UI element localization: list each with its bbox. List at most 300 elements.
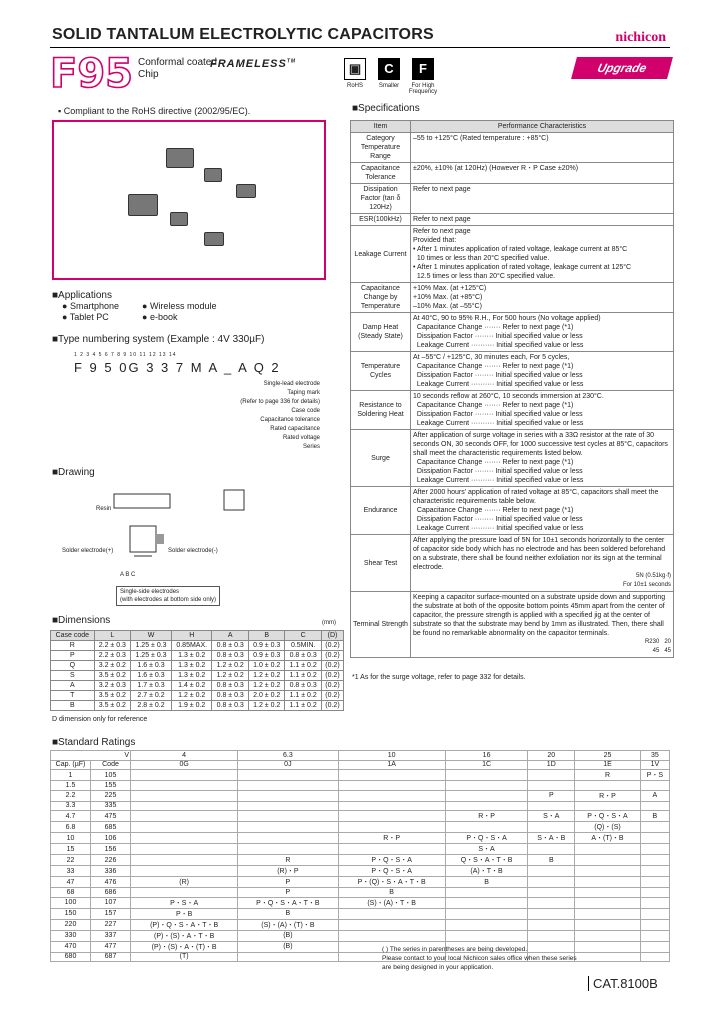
table-cell: 226: [91, 855, 131, 866]
table-row: [51, 770, 670, 781]
table-cell: 476: [91, 877, 131, 888]
table-cell: [445, 919, 528, 930]
drawing-figure: [90, 484, 260, 578]
table-cell: 1.1 ± 0.2: [285, 701, 321, 711]
specifications-heading: ■Specifications: [352, 103, 420, 114]
table-cell: 687: [91, 952, 131, 962]
spec-text: [411, 283, 674, 313]
table-cell: [131, 790, 238, 801]
electrode: [156, 534, 164, 544]
table-cell: 107: [91, 897, 131, 908]
top-view-body: [114, 494, 170, 508]
electrode-note: [116, 586, 220, 606]
spec-extra: 5N (0.51kg·f) For 10±1 seconds: [623, 573, 671, 588]
table-cell: 100: [51, 897, 91, 908]
voltage-cell: 25: [575, 751, 641, 761]
spec-item: Dissipation Factor (tan δ 120Hz): [351, 184, 411, 214]
spec-value: ±20%, ±10% (at 120Hz) (However R・P Case ±20%): [413, 165, 579, 172]
table-cell: B: [238, 908, 338, 919]
table-row: [351, 226, 674, 283]
table-cell: [238, 833, 338, 844]
rohs-label: RoHS: [346, 83, 363, 89]
table-cell: 1.3 ± 0.2: [171, 651, 212, 661]
chip-image: [128, 194, 158, 216]
table-cell: 0.8 ± 0.3: [212, 681, 248, 691]
table-row: [51, 833, 670, 844]
chip-image: [204, 232, 224, 246]
table-cell: [575, 866, 641, 877]
numbering-heading-text: Type numbering system (Example : 4V 330µF): [58, 334, 265, 345]
numbering-label: Capacitance tolerance: [260, 417, 320, 423]
table-cell: 0.5MIN.: [285, 641, 321, 651]
table-cell: [528, 919, 575, 930]
table-row: [351, 487, 674, 535]
specifications-table: [350, 120, 674, 658]
table-cell: [575, 801, 641, 811]
table-cell: [445, 908, 528, 919]
spec-text: [411, 592, 674, 658]
table-cell: 477: [91, 941, 131, 952]
table-cell: [575, 781, 641, 791]
table-cell: [575, 908, 641, 919]
table-cell: 1.2 ± 0.2: [212, 661, 248, 671]
table-cell: P・Q・S・A: [575, 811, 641, 822]
numbering-label: Rated voltage: [282, 435, 320, 441]
table-cell: 1.9 ± 0.2: [171, 701, 212, 711]
table-cell: [575, 844, 641, 855]
table-cell: 1.2 ± 0.2: [171, 691, 212, 701]
list-item: ● Tablet PC: [62, 312, 109, 322]
table-cell: 10: [51, 833, 91, 844]
table-cell: 105: [91, 770, 131, 781]
subtitle-line1: Conformal coated: [138, 57, 217, 68]
table-row: [51, 691, 344, 701]
table-cell: [640, 833, 669, 844]
table-cell: [640, 908, 669, 919]
spec-item: Damp Heat (Steady State): [351, 313, 411, 352]
table-cell: 0.9 ± 0.3: [248, 641, 284, 651]
table-cell: 6.8: [51, 822, 91, 833]
table-cell: 475: [91, 811, 131, 822]
table-cell: 1.0 ± 0.2: [248, 661, 284, 671]
table-cell: 2.2: [51, 790, 91, 801]
table-cell: [640, 866, 669, 877]
table-cell: P・S: [640, 770, 669, 781]
table-cell: 3.2 ± 0.3: [94, 681, 130, 691]
table-cell: B: [640, 811, 669, 822]
table-cell: [575, 919, 641, 930]
solder-label-plus: Solder electrode(+): [62, 548, 114, 554]
table-cell: [338, 811, 445, 822]
table-cell: 1.7 ± 0.3: [131, 681, 172, 691]
table-cell: [640, 877, 669, 888]
spec-text: [411, 214, 674, 226]
table-cell: [640, 844, 669, 855]
voltage-cell: 4: [131, 751, 238, 761]
spec-item: Resistance to Soldering Heat: [351, 391, 411, 430]
table-cell: (P)・(S)・A・T・B: [131, 930, 238, 941]
table-cell: (P)・Q・S・A・T・B: [131, 919, 238, 930]
table-cell: [575, 941, 641, 952]
spec-item: Leakage Current: [351, 226, 411, 283]
dimensions-note: D dimension only for reference: [52, 716, 148, 723]
table-cell: [131, 855, 238, 866]
table-cell: T: [51, 691, 95, 701]
product-photo: [52, 120, 326, 280]
table-cell: [338, 844, 445, 855]
table-cell: [131, 770, 238, 781]
table-row: [51, 671, 344, 681]
table-cell: 1.2 ± 0.2: [248, 681, 284, 691]
table-cell: S: [51, 671, 95, 681]
table-cell: [575, 952, 641, 962]
table-cell: 155: [91, 781, 131, 791]
table-cell: (P)・(S)・A・(T)・B: [131, 941, 238, 952]
brand-logo: nichicon: [615, 30, 666, 45]
table-cell: P・Q・S・A: [445, 833, 528, 844]
table-cell: 0.8 ± 0.3: [212, 641, 248, 651]
table-cell: 3.5 ± 0.2: [94, 701, 130, 711]
table-cell: R: [238, 855, 338, 866]
table-cell: R: [575, 770, 641, 781]
side-view-body: [224, 490, 244, 510]
table-cell: [238, 770, 338, 781]
table-cell: (0.2): [321, 681, 343, 691]
table-cell: 225: [91, 790, 131, 801]
table-row: [51, 641, 344, 651]
spec-item: Shear Test: [351, 535, 411, 592]
table-row: [51, 855, 670, 866]
table-cell: [238, 790, 338, 801]
table-cell: [338, 908, 445, 919]
table-cell: [238, 822, 338, 833]
table-cell: S・A: [528, 811, 575, 822]
table-cell: 3.3: [51, 801, 91, 811]
table-cell: 1.1 ± 0.2: [285, 661, 321, 671]
table-cell: S・A: [445, 844, 528, 855]
resin-label: Resin: [96, 506, 112, 512]
table-cell: [338, 822, 445, 833]
table-cell: (0.2): [321, 651, 343, 661]
electrode-note-line: (with electrodes at bottom side only): [120, 597, 217, 603]
table-row: [51, 822, 670, 833]
table-cell: (R)・P: [238, 866, 338, 877]
table-row: [351, 352, 674, 391]
specifications-note: *1 As for the surge voltage, refer to page 332 for details.: [352, 674, 526, 681]
frameless-logo: [210, 58, 296, 70]
table-cell: B: [51, 701, 95, 711]
table-cell: 2.2 ± 0.3: [94, 651, 130, 661]
table-cell: [528, 930, 575, 941]
spec-value: After applying the pressure load of 5N for 10±1 seconds horizontally to the center of capacitor side body which has no electrode and has been soldered beforehand on a substrate, there shall be found neither exfoliation nor its sign at the terminal electrode.: [413, 537, 668, 571]
table-cell: 1.3 ± 0.2: [171, 671, 212, 681]
table-cell: 0.8 ± 0.3: [212, 701, 248, 711]
table-row: [351, 535, 674, 592]
table-cell: (B): [238, 941, 338, 952]
header-cell: B: [248, 631, 284, 641]
spec-value: At –55°C / +125°C, 30 minutes each, For 5 cycles, Capacitance Change ······· Refer to next page (*1) Dissipation Factor ········ Initial specified value or less Leakage Current ·········· Initial specified value or less: [413, 354, 584, 388]
table-cell: [445, 897, 528, 908]
table-cell: P: [238, 888, 338, 898]
voltage-code-cell: 1V: [640, 760, 669, 770]
table-cell: [445, 790, 528, 801]
table-cell: 0.85MAX.: [171, 641, 212, 651]
smaller-icon: C: [378, 58, 400, 80]
voltage-cell: 6.3: [238, 751, 338, 761]
voltage-code-cell: 1A: [338, 760, 445, 770]
table-cell: [338, 930, 445, 941]
table-cell: 2.8 ± 0.2: [131, 701, 172, 711]
table-cell: 0.9 ± 0.3: [248, 651, 284, 661]
table-cell: 2.7 ± 0.2: [131, 691, 172, 701]
header-cell: A: [212, 631, 248, 641]
table-row: [351, 163, 674, 184]
table-cell: B: [338, 888, 445, 898]
table-cell: 1.25 ± 0.3: [131, 651, 172, 661]
table-cell: [640, 897, 669, 908]
table-cell: [445, 888, 528, 898]
spec-text: [411, 391, 674, 430]
table-cell: (0.2): [321, 691, 343, 701]
compliance-text: Compliant to the RoHS directive (2002/95/EC).: [63, 106, 251, 116]
table-row: [51, 844, 670, 855]
table-cell: P: [528, 790, 575, 801]
solder-label-minus: Solder electrode(-): [168, 548, 218, 554]
table-cell: 1.2 ± 0.2: [248, 701, 284, 711]
voltage-cell: 10: [338, 751, 445, 761]
table-cell: [640, 919, 669, 930]
spec-value: Refer to next page Provided that: • After 1 minutes application of rated voltage, leakage current at 85°C 10 times or less than 20°C specified value. • After 1 minutes application of rated voltage, leakage current at 125°C 12.5 times or less than 20°C specified value.: [413, 228, 632, 280]
table-cell: R・P: [575, 790, 641, 801]
spec-text: [411, 226, 674, 283]
drawing-dims: A B C: [120, 572, 136, 578]
numbering-labels: [180, 380, 320, 452]
spec-text: [411, 487, 674, 535]
table-cell: 2.0 ± 0.2: [248, 691, 284, 701]
table-cell: P・Q・S・A: [338, 866, 445, 877]
table-cell: [238, 801, 338, 811]
dimensions-table: [50, 630, 344, 711]
table-cell: R・P: [338, 833, 445, 844]
table-cell: 0.8 ± 0.3: [212, 651, 248, 661]
header-cell: Case code: [51, 631, 95, 641]
spec-extra: R230 20 45 45: [644, 639, 671, 654]
table-row: [51, 651, 344, 661]
table-cell: (Q)・(S): [575, 822, 641, 833]
table-cell: 1.4 ± 0.2: [171, 681, 212, 691]
table-cell: 680: [51, 952, 91, 962]
chip-image: [204, 168, 222, 182]
table-cell: 1.1 ± 0.2: [285, 691, 321, 701]
table-cell: 0.8 ± 0.3: [212, 691, 248, 701]
table-row: [351, 283, 674, 313]
table-cell: [640, 930, 669, 941]
table-row: [51, 811, 670, 822]
table-header-row: [51, 631, 344, 641]
table-cell: [528, 822, 575, 833]
table-cell: P: [51, 651, 95, 661]
applications-heading-text: Applications: [58, 290, 112, 301]
high-frequency-label: For High Frequency: [408, 83, 438, 95]
table-cell: A: [51, 681, 95, 691]
table-cell: 1.6 ± 0.3: [131, 661, 172, 671]
header-cell: H: [171, 631, 212, 641]
table-cell: R・P: [445, 811, 528, 822]
table-cell: [640, 952, 669, 962]
spec-text: [411, 535, 674, 592]
ratings-note: ( ) The series in parentheses are being developed.: [382, 946, 528, 953]
header-cell: W: [131, 631, 172, 641]
app-label: Wireless module: [149, 301, 217, 311]
smaller-label: Smaller: [378, 83, 400, 89]
ratings-notes: [382, 945, 582, 972]
table-cell: [528, 888, 575, 898]
table-cell: 22: [51, 855, 91, 866]
table-cell: P・(Q)・S・A・T・B: [338, 877, 445, 888]
spec-item: Capacitance Change by Temperature: [351, 283, 411, 313]
table-cell: (S)・(A)・T・B: [338, 897, 445, 908]
spec-value: 10 seconds reflow at 260°C, 10 seconds immersion at 230°C. Capacitance Change ······· Refer to next page (*1) Dissipation Factor ········ Initial specified value or less Leakage Current ·········· Initial specified value or less: [413, 393, 604, 427]
numbering-label: Rated capacitance: [270, 426, 320, 432]
numbering-positions: 1 2 3 4 5 6 7 8 9 10 11 12 13 14: [74, 352, 177, 358]
voltage-code-cell: 1C: [445, 760, 528, 770]
table-cell: B: [528, 855, 575, 866]
spec-value: +10% Max. (at +125°C) +10% Max. (at +85°C) –10% Max. (at –55°C): [413, 285, 487, 310]
table-row: [51, 908, 670, 919]
table-cell: P・B: [131, 908, 238, 919]
table-cell: (0.2): [321, 671, 343, 681]
table-cell: (0.2): [321, 661, 343, 671]
table-cell: 337: [91, 930, 131, 941]
table-cell: P: [238, 877, 338, 888]
table-cell: [131, 866, 238, 877]
spec-text: [411, 430, 674, 487]
table-cell: 3.2 ± 0.2: [94, 661, 130, 671]
table-cell: 106: [91, 833, 131, 844]
spec-text: [411, 184, 674, 214]
table-cell: [338, 781, 445, 791]
table-cell: 68: [51, 888, 91, 898]
table-cell: 4.7: [51, 811, 91, 822]
table-cell: P・Q・S・A・T・B: [238, 897, 338, 908]
table-header-row: [51, 760, 670, 770]
table-cell: (0.2): [321, 641, 343, 651]
table-cell: 470: [51, 941, 91, 952]
series-name: F95: [50, 51, 133, 97]
table-cell: A・(T)・B: [575, 833, 641, 844]
table-cell: [528, 877, 575, 888]
table-cell: Q・S・A・T・B: [445, 855, 528, 866]
table-row: [51, 790, 670, 801]
header-cell: L: [94, 631, 130, 641]
table-cell: [131, 822, 238, 833]
applications-list: [62, 301, 262, 323]
header-cell: V: [51, 751, 131, 761]
spec-item: Endurance: [351, 487, 411, 535]
app-label: e-book: [149, 312, 178, 322]
applications-heading: ■Applications: [52, 290, 112, 301]
numbering-label: Taping mark: [287, 390, 320, 396]
table-cell: 335: [91, 801, 131, 811]
table-cell: [445, 770, 528, 781]
table-row: [51, 866, 670, 877]
ratings-note: Please contact to your local Nichicon sales office when these series are being designed in your application.: [382, 955, 577, 971]
table-cell: 1.6 ± 0.3: [131, 671, 172, 681]
compliance-note: ▪ Compliant to the RoHS directive (2002/95/EC).: [58, 106, 251, 116]
table-cell: [528, 781, 575, 791]
table-cell: 1.5: [51, 781, 91, 791]
spec-value: After application of surge voltage in series with a 33Ω resistor at the rate of 30 seconds ON, 30 seconds OFF, for 1000 successive test cycles at 85°C, capacitors shall meet the characteristic requirements listed below. Capacitance Change ······· Refer to next page (*1) Dissipation Factor ········ Initial specified value or less Leakage Current ·········· Initial specified value or less: [413, 432, 668, 484]
table-row: [51, 888, 670, 898]
table-cell: 227: [91, 919, 131, 930]
spec-item: Category Temperature Range: [351, 133, 411, 163]
table-cell: 157: [91, 908, 131, 919]
page-title: SOLID TANTALUM ELECTROLYTIC CAPACITORS: [52, 26, 434, 43]
spec-value: At 40°C, 90 to 95% R.H., For 500 hours (No voltage applied) Capacitance Change ······· Refer to next page (*1) Dissipation Factor ········ Initial specified value or less Leakage Current ·········· Initial specified value or less: [413, 315, 601, 349]
table-cell: 2.2 ± 0.3: [94, 641, 130, 651]
voltage-code-cell: 0G: [131, 760, 238, 770]
ratings-heading-text: Standard Ratings: [58, 737, 136, 748]
spec-value: –55 to +125°C (Rated temperature : +85°C): [413, 135, 549, 142]
table-row: [351, 184, 674, 214]
series-subtitle: [138, 57, 217, 81]
drawing-heading: ■Drawing: [52, 467, 95, 478]
spec-text: [411, 163, 674, 184]
header-cell: (D): [321, 631, 343, 641]
table-header-row: [351, 121, 674, 133]
chip-image: [236, 184, 256, 198]
table-cell: [640, 822, 669, 833]
table-cell: [445, 822, 528, 833]
app-label: Tablet PC: [69, 312, 109, 322]
logo-tm: TM: [286, 58, 297, 65]
table-cell: 685: [91, 822, 131, 833]
table-cell: (B): [238, 930, 338, 941]
subtitle-line2: Chip: [138, 69, 159, 80]
header-cell: Item: [351, 121, 411, 133]
table-cell: 336: [91, 866, 131, 877]
table-cell: 156: [91, 844, 131, 855]
table-cell: [131, 801, 238, 811]
table-cell: [238, 952, 338, 962]
table-row: [351, 313, 674, 352]
table-cell: 1.2 ± 0.2: [248, 671, 284, 681]
table-cell: [640, 855, 669, 866]
table-cell: 47: [51, 877, 91, 888]
table-cell: [575, 897, 641, 908]
table-cell: 330: [51, 930, 91, 941]
electrode-note-line: Single-side electrodes: [120, 589, 180, 595]
ratings-table: [50, 750, 670, 962]
header-cell: Cap. (µF): [51, 760, 91, 770]
table-cell: 1.3 ± 0.2: [171, 661, 212, 671]
table-cell: [640, 941, 669, 952]
numbering-code: F 9 5 0G 3 3 7 M A _ A Q 2: [74, 360, 281, 375]
dimensions-heading-text: Dimensions: [58, 615, 111, 626]
chip-image: [170, 212, 188, 226]
drawing-heading-text: Drawing: [58, 467, 95, 478]
table-cell: [528, 770, 575, 781]
spec-item: Temperature Cycles: [351, 352, 411, 391]
voltage-code-cell: 0J: [238, 760, 338, 770]
numbering-label: Case code: [291, 408, 320, 414]
high-frequency-icon: F: [412, 58, 434, 80]
spec-item: Terminal Strength: [351, 592, 411, 658]
table-row: [351, 214, 674, 226]
voltage-cell: 35: [640, 751, 669, 761]
table-cell: [528, 897, 575, 908]
table-cell: 3.5 ± 0.2: [94, 671, 130, 681]
